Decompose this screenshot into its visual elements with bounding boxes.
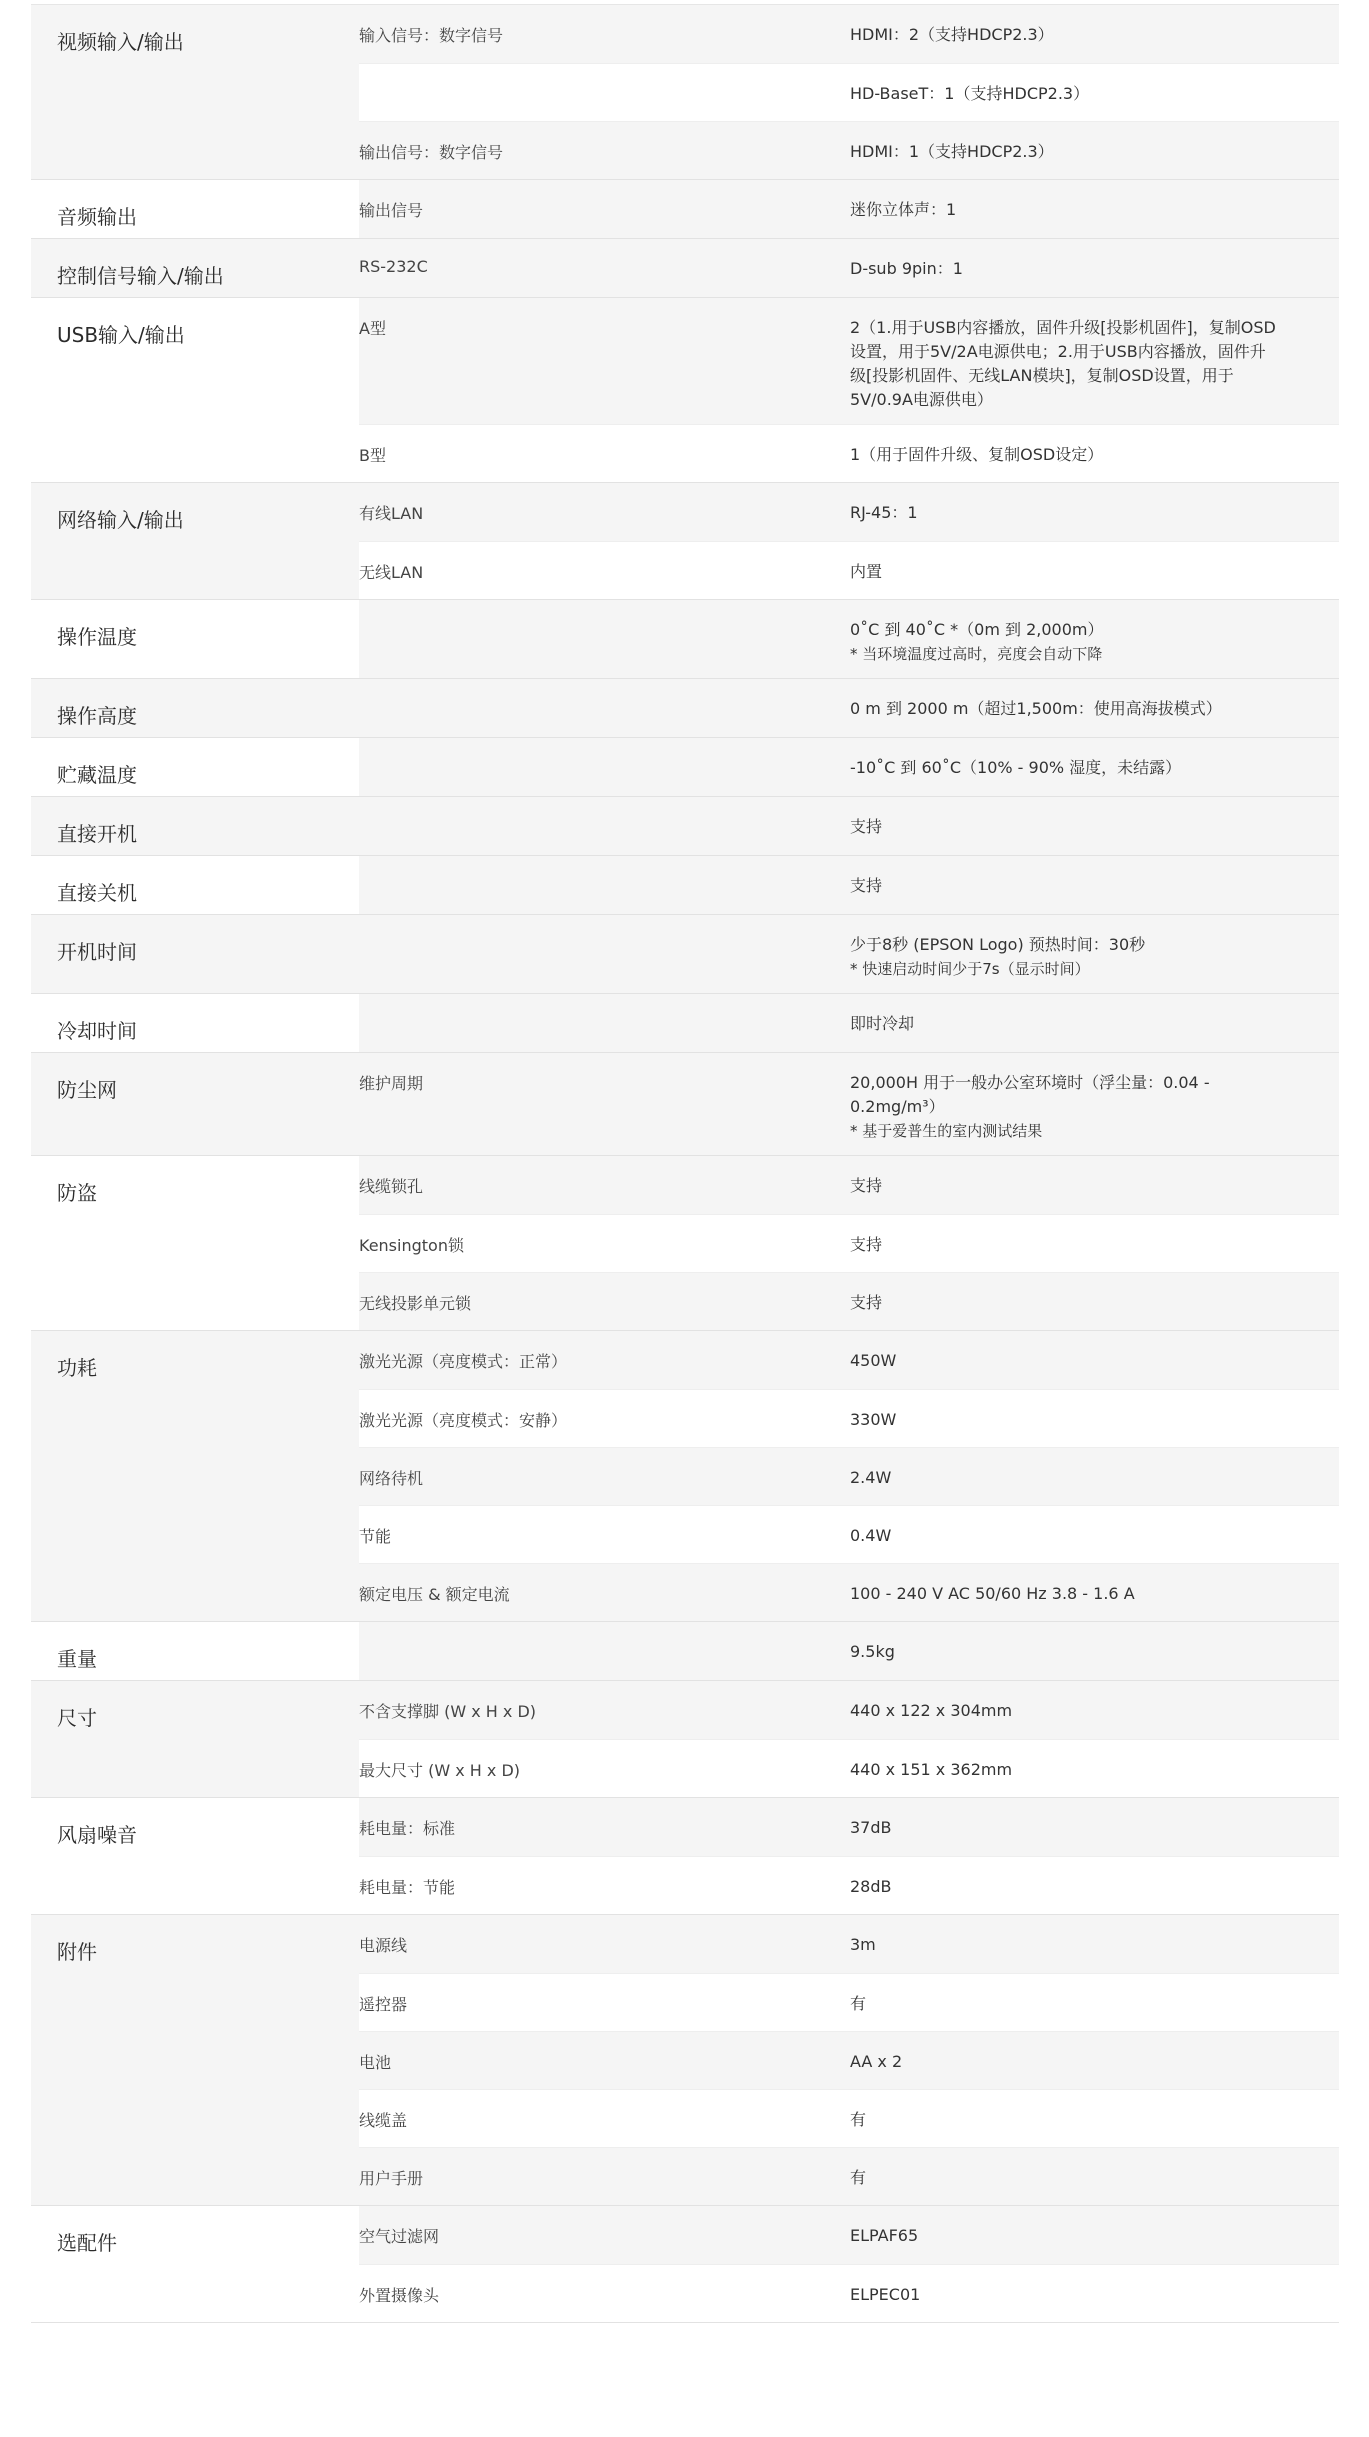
spec-item-name: 用户手册: [359, 2169, 424, 2188]
spec-item-value: [850, 180, 1339, 238]
spec-row: [359, 915, 1339, 993]
spec-row: [359, 1915, 1339, 1973]
spec-item-name: 激光光源（亮度模式：安静）: [359, 1411, 568, 1430]
spec-item-name: [359, 679, 850, 737]
spec-value-line: 28dB: [850, 1877, 892, 1896]
spec-row: [359, 600, 1339, 678]
spec-category-label: 尺寸: [31, 1681, 359, 1797]
spec-item-name: Kensington锁: [359, 1236, 464, 1255]
spec-category-label: 控制信号输入/输出: [31, 239, 359, 297]
spec-item-value: [850, 1622, 1339, 1680]
spec-item-value: [850, 1857, 1339, 1914]
spec-rows: [359, 738, 1339, 796]
spec-value-line: 2（1.用于USB内容播放，固件升级[投影机固件]，复制OSD: [850, 318, 1276, 337]
spec-group: [31, 239, 1339, 298]
spec-group: [31, 600, 1339, 679]
spec-item-name: [359, 600, 850, 678]
spec-item-value: [850, 856, 1339, 914]
spec-item-name: [359, 856, 850, 914]
spec-value-line: 级[投影机固件、无线LAN模块]，复制OSD设置，用于: [850, 366, 1234, 385]
spec-value-line: 2.4W: [850, 1468, 892, 1487]
spec-value-line: ELPAF65: [850, 2226, 919, 2245]
spec-item-value: [850, 1740, 1339, 1797]
spec-item-name: 无线投影单元锁: [359, 1294, 472, 1313]
spec-rows: [359, 600, 1339, 678]
spec-item-value: [850, 1053, 1339, 1155]
spec-rows: [359, 679, 1339, 737]
spec-category-label: 风扇噪音: [31, 1798, 359, 1914]
spec-item-value: [850, 425, 1339, 482]
spec-item-name: [359, 64, 850, 121]
spec-item-value: [850, 1506, 1339, 1563]
spec-item-value: [850, 1448, 1339, 1505]
spec-item-name: 节能: [359, 1527, 392, 1546]
spec-item-value: [850, 239, 1339, 297]
spec-rows: [359, 915, 1339, 993]
spec-value-line: 迷你立体声：1: [850, 200, 957, 219]
spec-category-label: 功耗: [31, 1331, 359, 1621]
spec-row: [359, 1389, 1339, 1447]
spec-row: [359, 1214, 1339, 1272]
spec-group: [31, 1331, 1339, 1622]
spec-group: [31, 1156, 1339, 1331]
spec-value-line: 330W: [850, 1410, 897, 1429]
spec-row: [359, 856, 1339, 914]
spec-row: [359, 1331, 1339, 1389]
spec-item-value: [850, 2148, 1339, 2205]
spec-rows: [359, 298, 1339, 482]
spec-row: [359, 180, 1339, 238]
spec-rows: [359, 856, 1339, 914]
spec-group: [31, 856, 1339, 915]
spec-group: [31, 2206, 1339, 2323]
spec-table: [31, 4, 1339, 2323]
spec-value-line: AA x 2: [850, 2052, 903, 2071]
spec-item-value: [850, 122, 1339, 179]
spec-item-name: 维护周期: [359, 1074, 424, 1093]
spec-value-line: 支持: [850, 876, 883, 895]
spec-category-label: 重量: [31, 1622, 359, 1680]
spec-footnote: * 当环境温度过高时，亮度会自动下降: [850, 645, 1103, 663]
spec-value-line: 支持: [850, 817, 883, 836]
spec-value-line: 450W: [850, 1351, 897, 1370]
spec-value-line: HDMI：1（支持HDCP2.3）: [850, 142, 1054, 161]
spec-rows: [359, 239, 1339, 297]
spec-item-name: 额定电压 & 额定电流: [359, 1585, 510, 1604]
spec-item-name: 外置摄像头: [359, 2286, 440, 2305]
spec-item-value: [850, 483, 1339, 541]
spec-item-value: [850, 915, 1339, 993]
spec-group: [31, 1915, 1339, 2206]
spec-item-name: 电源线: [359, 1936, 408, 1955]
spec-item-name: B型: [359, 446, 386, 465]
spec-value-line: 支持: [850, 1176, 883, 1195]
spec-value-line: 设置，用于5V/2A电源供电；2.用于USB内容播放，固件升: [850, 342, 1266, 361]
spec-group: [31, 483, 1339, 600]
spec-item-name: 激光光源（亮度模式：正常）: [359, 1352, 568, 1371]
spec-item-value: [850, 542, 1339, 599]
spec-item-name: 有线LAN: [359, 504, 424, 523]
spec-row: [359, 2147, 1339, 2205]
spec-category-label: 直接关机: [31, 856, 359, 914]
spec-row: [359, 121, 1339, 179]
spec-item-name: RS-232C: [359, 257, 428, 276]
spec-rows: [359, 994, 1339, 1052]
spec-row: [359, 2031, 1339, 2089]
spec-rows: [359, 1053, 1339, 1155]
spec-value-line: 即时冷却: [850, 1014, 915, 1033]
spec-row: [359, 5, 1339, 63]
spec-item-name: 耗电量：标准: [359, 1819, 456, 1838]
spec-item-value: [850, 2265, 1339, 2322]
spec-item-value: [850, 5, 1339, 63]
spec-rows: [359, 1622, 1339, 1680]
spec-item-value: [850, 1681, 1339, 1739]
spec-value-line: 有: [850, 1994, 867, 2013]
spec-value-line: HD-BaseT：1（支持HDCP2.3）: [850, 84, 1090, 103]
spec-item-value: [850, 1564, 1339, 1621]
spec-row: [359, 1681, 1339, 1739]
spec-row: [359, 1156, 1339, 1214]
spec-value-line: 少于8秒 (EPSON Logo) 预热时间：30秒: [850, 935, 1146, 954]
spec-category-label: USB输入/输出: [31, 298, 359, 482]
spec-rows: [359, 2206, 1339, 2322]
spec-group: [31, 1622, 1339, 1681]
spec-item-name: A型: [359, 319, 386, 338]
spec-rows: [359, 1331, 1339, 1621]
spec-row: [359, 1739, 1339, 1797]
spec-item-value: [850, 64, 1339, 121]
spec-category-label: 视频输入/输出: [31, 5, 359, 179]
spec-footnote: * 快速启动时间少于7s（显示时间）: [850, 960, 1090, 978]
spec-row: [359, 994, 1339, 1052]
spec-row: [359, 2264, 1339, 2322]
spec-value-line: 支持: [850, 1235, 883, 1254]
spec-category-label: 附件: [31, 1915, 359, 2205]
spec-row: [359, 1563, 1339, 1621]
spec-row: [359, 738, 1339, 796]
spec-item-value: [850, 1974, 1339, 2031]
spec-item-name: 线缆盖: [359, 2111, 408, 2130]
spec-category-label: 直接开机: [31, 797, 359, 855]
spec-value-line: 37dB: [850, 1818, 892, 1837]
spec-row: [359, 424, 1339, 482]
spec-category-label: 防尘网: [31, 1053, 359, 1155]
spec-row: [359, 541, 1339, 599]
spec-value-line: 5V/0.9A电源供电）: [850, 390, 993, 409]
spec-item-name: [359, 994, 850, 1052]
spec-item-value: [850, 1390, 1339, 1447]
spec-group: [31, 298, 1339, 483]
spec-item-name: 遥控器: [359, 1995, 408, 2014]
spec-group: [31, 679, 1339, 738]
spec-row: [359, 1053, 1339, 1155]
spec-group: [31, 1053, 1339, 1156]
spec-item-value: [850, 1273, 1339, 1330]
spec-group: [31, 180, 1339, 239]
spec-value-line: 9.5kg: [850, 1642, 895, 1661]
spec-item-name: 耗电量：节能: [359, 1878, 456, 1897]
spec-item-name: 输入信号：数字信号: [359, 26, 504, 45]
spec-item-name: 输出信号：数字信号: [359, 143, 504, 162]
spec-item-name: 输出信号: [359, 201, 424, 220]
spec-category-label: 冷却时间: [31, 994, 359, 1052]
spec-item-value: [850, 1331, 1339, 1389]
spec-rows: [359, 5, 1339, 179]
spec-category-label: 开机时间: [31, 915, 359, 993]
spec-value-line: 内置: [850, 562, 883, 581]
spec-category-label: 操作温度: [31, 600, 359, 678]
spec-row: [359, 797, 1339, 855]
spec-footnote: * 基于爱普生的室内测试结果: [850, 1122, 1043, 1140]
spec-item-value: [850, 1215, 1339, 1272]
spec-value-line: 100 - 240 V AC 50/60 Hz 3.8 - 1.6 A: [850, 1584, 1135, 1603]
spec-value-line: 0˚C 到 40˚C *（0m 到 2,000m）: [850, 620, 1104, 639]
spec-value-line: HDMI：2（支持HDCP2.3）: [850, 25, 1054, 44]
spec-value-line: 0.4W: [850, 1526, 892, 1545]
spec-category-label: 选配件: [31, 2206, 359, 2322]
spec-rows: [359, 1915, 1339, 2205]
spec-item-name: [359, 915, 850, 993]
spec-rows: [359, 797, 1339, 855]
spec-category-label: 防盗: [31, 1156, 359, 1330]
spec-category-label: 音频输出: [31, 180, 359, 238]
spec-value-line: 3m: [850, 1935, 876, 1954]
spec-row: [359, 1622, 1339, 1680]
spec-item-value: [850, 797, 1339, 855]
spec-category-label: 贮藏温度: [31, 738, 359, 796]
spec-item-name: [359, 1622, 850, 1680]
spec-item-value: [850, 1798, 1339, 1856]
spec-item-value: [850, 2090, 1339, 2147]
spec-rows: [359, 1681, 1339, 1797]
spec-row: [359, 483, 1339, 541]
spec-category-label: 网络输入/输出: [31, 483, 359, 599]
spec-category-label: 操作高度: [31, 679, 359, 737]
spec-row: [359, 1856, 1339, 1914]
spec-group: [31, 1681, 1339, 1798]
spec-item-value: [850, 2206, 1339, 2264]
spec-item-name: 网络待机: [359, 1469, 424, 1488]
spec-value-line: -10˚C 到 60˚C（10% - 90% 湿度，未结露）: [850, 758, 1182, 777]
spec-item-value: [850, 298, 1339, 424]
spec-item-name: 不含支撑脚 (W x H x D): [359, 1702, 537, 1721]
spec-value-line: 支持: [850, 1293, 883, 1312]
spec-value-line: 1（用于固件升级、复制OSD设定）: [850, 445, 1104, 464]
spec-group: [31, 1798, 1339, 1915]
spec-rows: [359, 1156, 1339, 1330]
spec-group: [31, 738, 1339, 797]
spec-value-line: D-sub 9pin：1: [850, 259, 963, 278]
spec-group: [31, 994, 1339, 1053]
spec-group: [31, 797, 1339, 856]
spec-row: [359, 1973, 1339, 2031]
spec-row: [359, 1505, 1339, 1563]
spec-item-value: [850, 994, 1339, 1052]
spec-item-name: 电池: [359, 2053, 392, 2072]
spec-row: [359, 63, 1339, 121]
spec-row: [359, 298, 1339, 424]
spec-value-line: 440 x 151 x 362mm: [850, 1760, 1013, 1779]
spec-item-name: 空气过滤网: [359, 2227, 440, 2246]
spec-row: [359, 2206, 1339, 2264]
spec-item-value: [850, 600, 1339, 678]
spec-group: [31, 5, 1339, 180]
spec-item-name: 最大尺寸 (W x H x D): [359, 1761, 521, 1780]
spec-item-name: 线缆锁孔: [359, 1177, 424, 1196]
spec-group: [31, 915, 1339, 994]
spec-rows: [359, 180, 1339, 238]
spec-value-line: RJ-45：1: [850, 503, 918, 522]
spec-item-value: [850, 1915, 1339, 1973]
spec-value-line: 0 m 到 2000 m（超过1,500m：使用高海拔模式）: [850, 699, 1222, 718]
spec-item-name: 无线LAN: [359, 563, 424, 582]
spec-item-value: [850, 738, 1339, 796]
spec-item-name: [359, 797, 850, 855]
spec-row: [359, 239, 1339, 297]
spec-value-line: 440 x 122 x 304mm: [850, 1701, 1013, 1720]
spec-row: [359, 1272, 1339, 1330]
spec-row: [359, 2089, 1339, 2147]
spec-value-line: 20,000H 用于一般办公室环境时（浮尘量：0.04 -: [850, 1073, 1210, 1092]
spec-item-value: [850, 679, 1339, 737]
spec-rows: [359, 1798, 1339, 1914]
spec-value-line: 有: [850, 2110, 867, 2129]
spec-item-value: [850, 1156, 1339, 1214]
spec-row: [359, 1798, 1339, 1856]
spec-row: [359, 1447, 1339, 1505]
spec-value-line: ELPEC01: [850, 2285, 921, 2304]
spec-item-name: [359, 738, 850, 796]
spec-row: [359, 679, 1339, 737]
spec-value-line: 有: [850, 2168, 867, 2187]
spec-item-value: [850, 2032, 1339, 2089]
spec-value-line: 0.2mg/m³）: [850, 1097, 945, 1116]
spec-rows: [359, 483, 1339, 599]
